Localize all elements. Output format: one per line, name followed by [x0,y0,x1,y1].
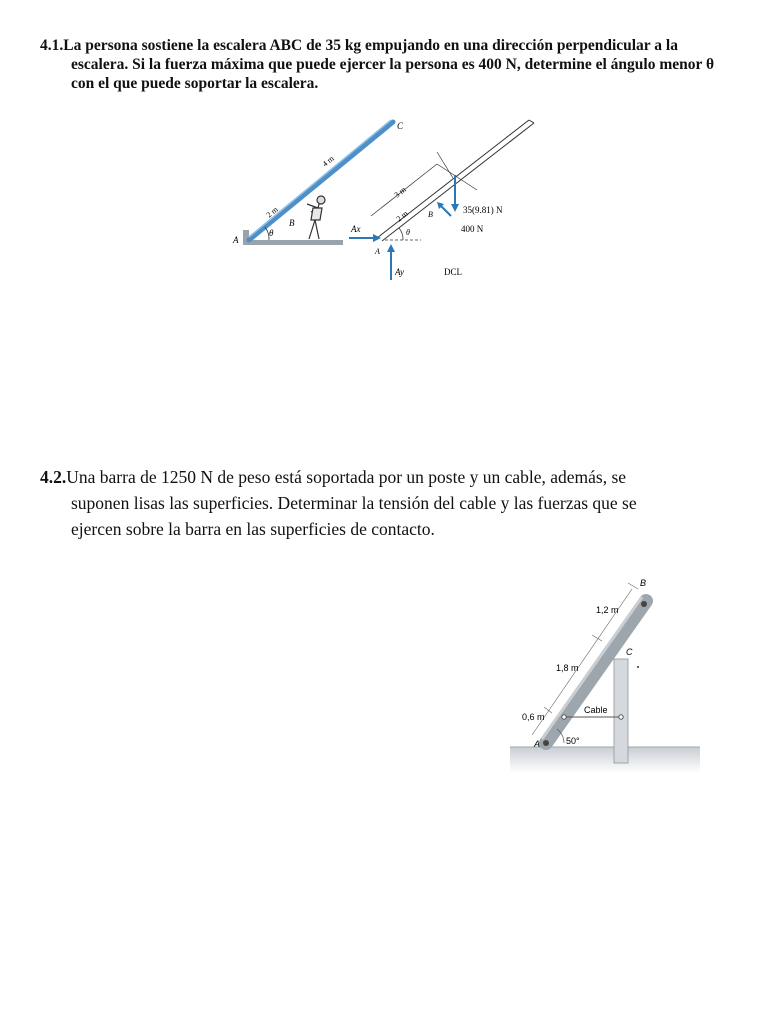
label-B: B [289,218,295,228]
ladder [249,122,393,240]
label-A: A [233,235,239,245]
fbd-bar-2 [382,123,534,241]
fbd-theta: θ [406,228,410,237]
fbd-bar-end [529,120,534,123]
ladder-figure [225,112,545,282]
dcl-label: DCL [444,267,462,277]
cable-end-2 [619,715,623,719]
cable-label: Cable [584,705,608,715]
pin-B [641,601,647,607]
dim-tick [437,152,453,178]
fbd-len-2m: 2 m [394,208,410,224]
fbd-A: A [375,247,380,256]
weight-arrowhead [451,204,459,212]
post [614,659,628,763]
problem-4-1 [40,36,730,93]
wall-stop [243,230,249,245]
label-A: A [534,739,541,749]
bar-cable-figure [510,575,700,775]
problem-4-2 [40,464,730,542]
cable-end-1 [562,715,566,719]
ground-base [243,240,343,245]
theta-label: θ [269,228,274,238]
dot-mark [637,666,639,668]
problem-4-1-line-2: escalera. Si la fuerza máxima que puede ejercer la persona es 400 N, determine el ángulo menor θ [71,56,715,73]
floor [510,747,700,773]
fbd-B: B [428,210,433,219]
problem-number: 4.2. [40,467,67,487]
angle-label: 50° [566,736,580,746]
len-0-6m: 0,6 m [522,712,545,722]
problem-number: 4.1. [40,37,64,54]
len-2m: 2 m [264,204,280,220]
len-1-8m: 1,8 m [556,663,579,673]
pin-A [543,740,549,746]
label-C: C [397,121,404,131]
fbd-theta-arc [399,228,403,240]
label-C: C [626,647,633,657]
dim-tick-3 [628,583,638,589]
problem-4-2-line-1: 4.2.Una barra de 1250 N de peso está soportada por un poste y un cable, además, se [40,467,627,487]
label-B: B [640,578,647,588]
len-4m: 4 m [320,153,336,169]
len-1-2m: 1,2 m [596,605,619,615]
Ax-label: Ax [351,224,361,234]
person-icon [307,196,325,239]
weight-label: 35(9.81) N [463,205,503,215]
Ay-label: Ay [395,267,404,277]
dim-line-2m [437,164,477,190]
problem-4-2-line-2: suponen lisas las superficies. Determinar la tensión del cable y las fuerzas que se [71,493,637,513]
problem-4-1-line-3: con el que puede soportar la escalera. [71,75,319,92]
Ay-arrowhead [387,244,395,252]
push-label: 400 N [461,224,484,234]
problem-4-2-line-3: ejercen sobre la barra en las superficies de contacto. [71,519,435,539]
problem-4-1-line-1: 4.1.La persona sostiene la escalera ABC de 35 kg empujando en una dirección perpendicular a la [40,37,678,54]
fbd-len-3m: 3 m [392,184,408,200]
